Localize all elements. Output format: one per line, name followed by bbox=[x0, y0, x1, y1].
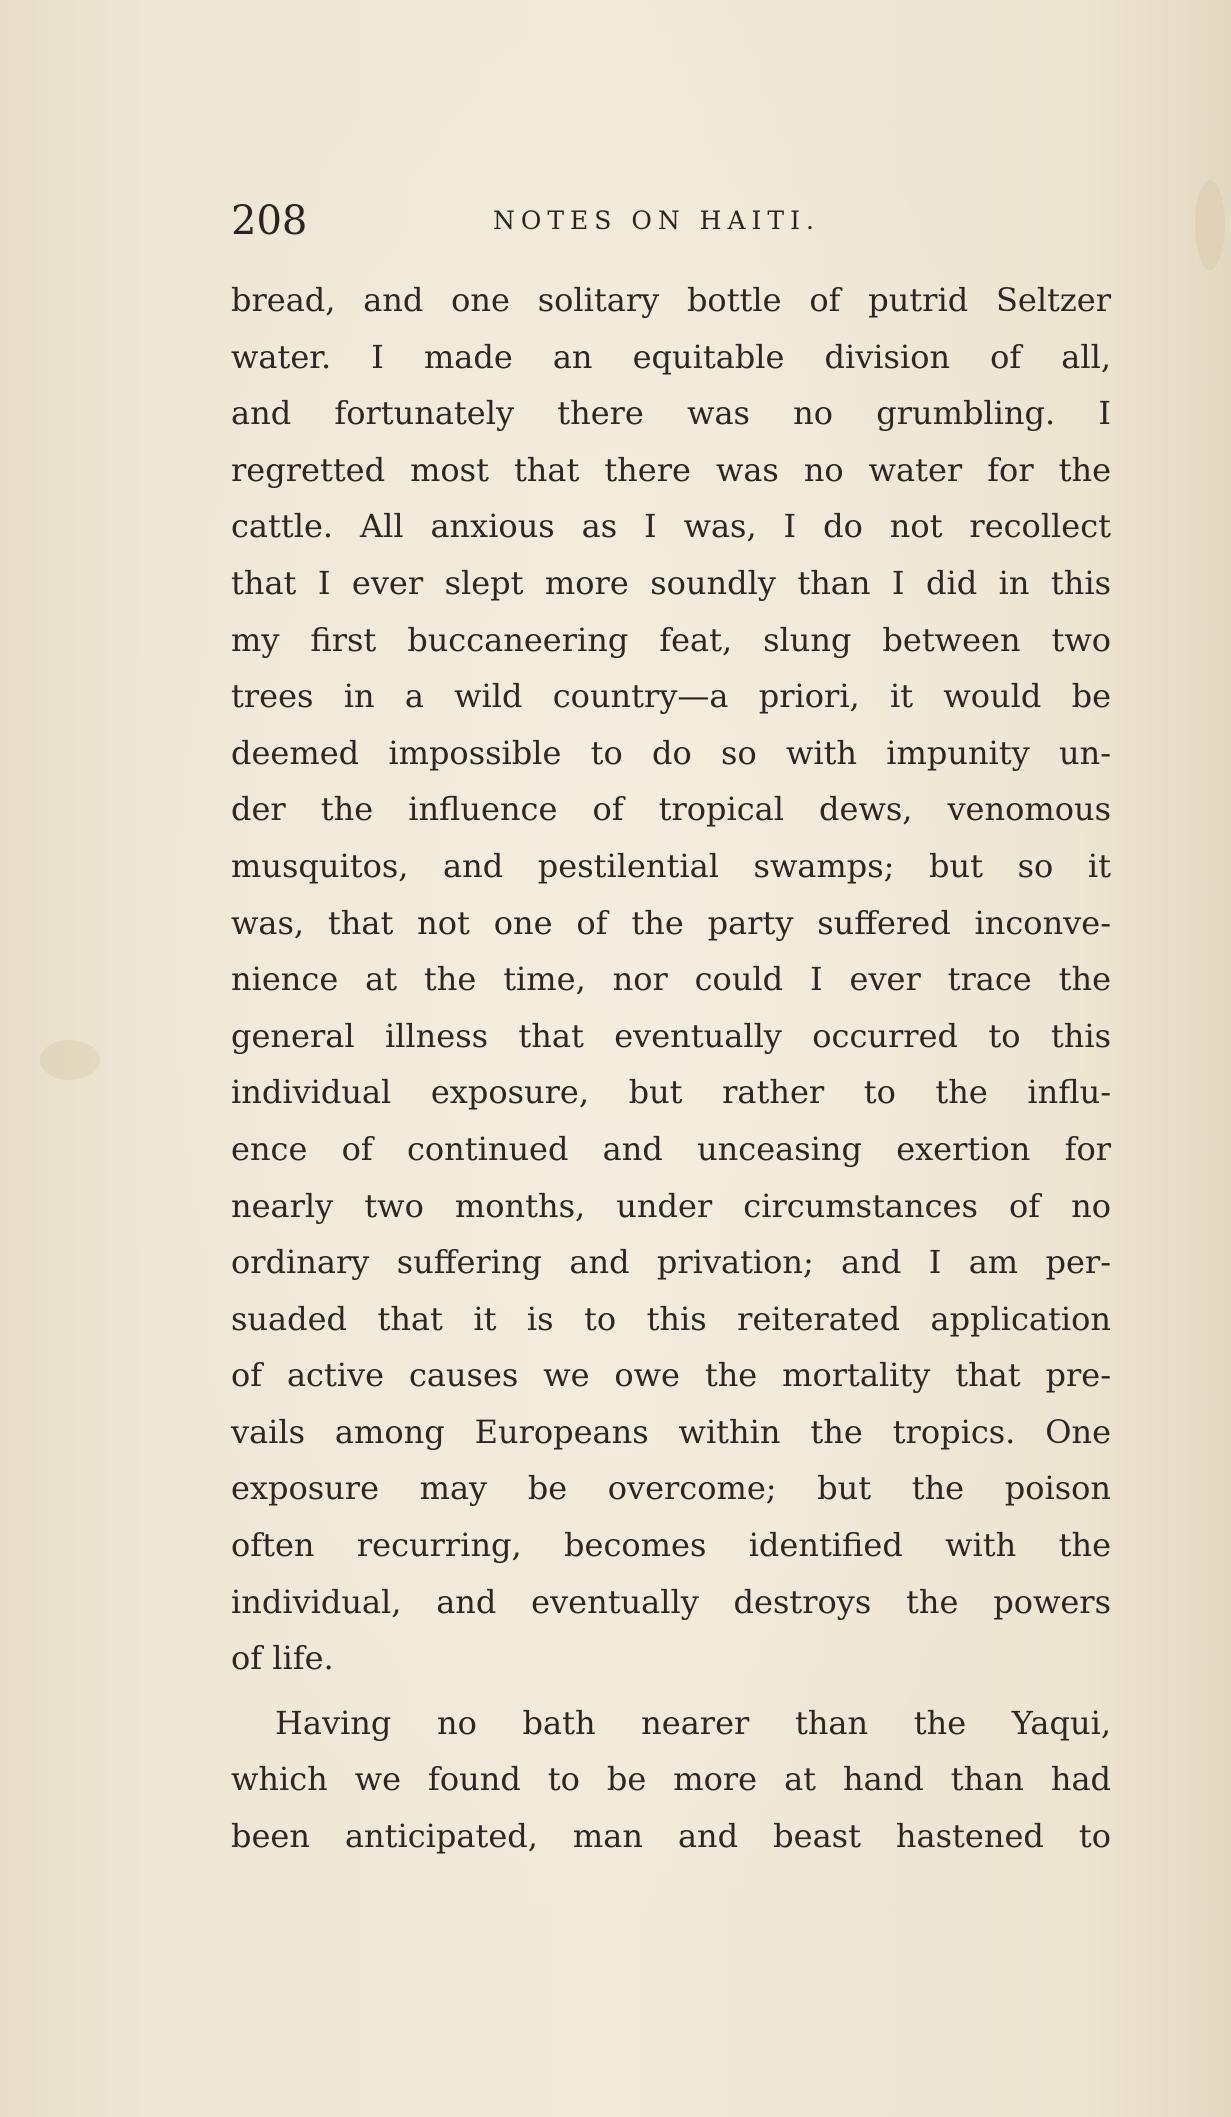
text-line: individual, and eventually destroys the powers bbox=[231, 1582, 1111, 1621]
paper-stain bbox=[1195, 180, 1225, 270]
text-line: vails among Europeans within the tropics. One bbox=[231, 1412, 1111, 1451]
text-line: been anticipated, man and beast hastened to bbox=[231, 1817, 1111, 1856]
text-line: of life. bbox=[231, 1639, 334, 1678]
text-line: often recurring, becomes identified with the bbox=[231, 1526, 1111, 1565]
running-head bbox=[231, 193, 1131, 249]
text-line: nience at the time, nor could I ever trace the bbox=[231, 960, 1111, 999]
text-line: trees in a wild country—a priori, it would be bbox=[231, 677, 1111, 716]
text-line: was, that not one of the party suffered inconve- bbox=[231, 903, 1111, 942]
text-line: water. I made an equitable division of all, bbox=[231, 337, 1111, 376]
text-line: ence of continued and unceasing exertion for bbox=[231, 1129, 1111, 1168]
text-line: my first buccaneering feat, slung between two bbox=[231, 620, 1111, 659]
text-line: which we found to be more at hand than had bbox=[231, 1760, 1111, 1799]
paragraph-2 bbox=[231, 1695, 1111, 1865]
text-line: cattle. All anxious as I was, I do not recollect bbox=[231, 507, 1111, 546]
text-line: general illness that eventually occurred to this bbox=[231, 1016, 1111, 1055]
paragraph-1 bbox=[231, 272, 1111, 1687]
text-line: der the influence of tropical dews, venomous bbox=[231, 790, 1111, 829]
text-line: deemed impossible to do so with impunity un- bbox=[231, 733, 1111, 772]
paragraph-gap bbox=[231, 1687, 1111, 1695]
paper-stain bbox=[40, 1040, 100, 1080]
text-line: suaded that it is to this reiterated application bbox=[231, 1299, 1111, 1338]
text-line: nearly two months, under circumstances of no bbox=[231, 1186, 1111, 1225]
text-line: musquitos, and pestilential swamps; but so it bbox=[231, 846, 1111, 885]
text-line: exposure may be overcome; but the poison bbox=[231, 1469, 1111, 1508]
page-number: 208 bbox=[231, 198, 308, 244]
text-line: that I ever slept more soundly than I did in this bbox=[231, 563, 1111, 602]
text-line: Having no bath nearer than the Yaqui, bbox=[275, 1703, 1111, 1742]
body-text bbox=[231, 272, 1111, 1865]
text-line: and fortunately there was no grumbling. I bbox=[231, 394, 1111, 433]
running-title: NOTES ON HAITI. bbox=[493, 206, 820, 235]
text-line: individual exposure, but rather to the influ- bbox=[231, 1073, 1111, 1112]
text-line: regretted most that there was no water for the bbox=[231, 450, 1111, 489]
text-line: of active causes we owe the mortality that pre- bbox=[231, 1356, 1111, 1395]
text-line: ordinary suffering and privation; and I am per- bbox=[231, 1243, 1111, 1282]
text-line: bread, and one solitary bottle of putrid Seltzer bbox=[231, 281, 1111, 319]
